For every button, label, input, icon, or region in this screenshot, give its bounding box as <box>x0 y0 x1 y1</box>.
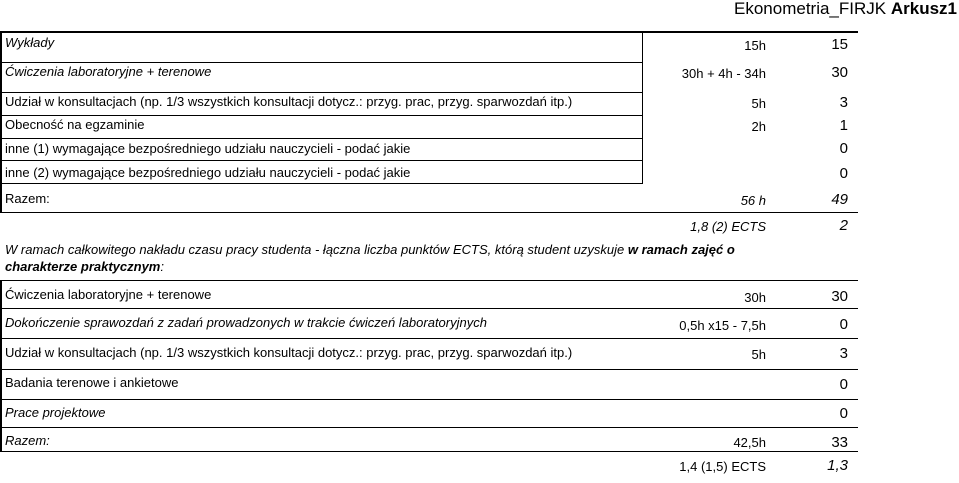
table-2-ects-points: 1,3 <box>827 457 848 474</box>
table-2-row-label: Badania terenowe i ankietowe <box>5 375 179 390</box>
table-1-row-hours: 15h <box>744 38 766 53</box>
file-name: Ekonometria_FIRJK <box>734 0 887 18</box>
ects-note-emphasis: w ramach zajęć o <box>627 242 735 257</box>
ects-note-text: W ramach całkowitego nakładu czasu pracy studenta - łączna liczba punktów ECTS, którą student uzyskuje <box>5 242 628 257</box>
table-1-row-label: inne (1) wymagające bezpośredniego udziału nauczycieli - podać jakie <box>5 141 411 156</box>
table-1-row-label: Udział w konsultacjach (np. 1/3 wszystkich konsultacji dotycz.: przyg. prac, przyg. sparwozdań itp.) <box>5 94 573 109</box>
table-1-total-label: Razem: <box>5 191 50 206</box>
table-1-row-points: 0 <box>839 165 848 182</box>
table-1-row-line <box>0 138 643 139</box>
table-1-row-hours: 5h <box>751 96 766 111</box>
ects-note-colon: : <box>160 259 164 274</box>
ects-note-line-2 <box>5 259 164 275</box>
table-2-total-points: 33 <box>831 434 848 451</box>
table-1-row-label: Obecność na egzaminie <box>5 117 145 132</box>
table-1-bottom-border <box>0 212 858 213</box>
table-2-row-line <box>0 399 858 400</box>
table-1-row-points: 0 <box>839 140 848 157</box>
table-1-row-line <box>0 62 643 63</box>
table-1-ects-points: 2 <box>839 217 848 234</box>
table-2-row-points: 0 <box>839 316 848 333</box>
table-2-row-line <box>0 369 858 370</box>
table-1-total-points: 49 <box>831 191 848 208</box>
table-2-total-label: Razem: <box>5 433 50 448</box>
table-2-row-label: Ćwiczenia laboratoryjne + terenowe <box>5 287 212 302</box>
table-1-row-label: Wykłady <box>5 35 55 50</box>
table-1-row-label: inne (2) wymagające bezpośredniego udziału nauczycieli - podać jakie <box>5 165 411 180</box>
sheet-header <box>734 0 957 19</box>
table-2-row-points: 0 <box>839 376 848 393</box>
ects-note-emphasis-2: charakterze praktycznym <box>5 259 161 274</box>
table-2-row-points: 3 <box>839 345 848 362</box>
table-1-row-line <box>0 183 643 184</box>
table-2-row-label: Prace projektowe <box>5 405 106 420</box>
table-2-row-line <box>0 427 858 428</box>
table-2-row-label: Dokończenie sprawozdań z zadań prowadzonych w trakcie ćwiczeń laboratoryjnych <box>5 315 487 330</box>
table-1-ects-hours: 1,8 (2) ECTS <box>690 219 766 234</box>
table-1-left-border <box>0 31 2 213</box>
table-2-row-line <box>0 451 858 452</box>
table-1-row-line <box>0 92 643 93</box>
table-1-row-points: 3 <box>839 94 848 111</box>
table-2-row-line <box>0 308 858 309</box>
table-2-row-hours: 0,5h x15 - 7,5h <box>679 318 766 333</box>
table-2-total-hours: 42,5h <box>733 435 766 450</box>
table-1-row-points: 1 <box>839 117 848 134</box>
table-1-row-line <box>0 115 643 116</box>
table-1-row-hours: 2h <box>751 119 766 134</box>
table-2-row-line <box>0 338 858 339</box>
table-2-row-points: 30 <box>831 288 848 305</box>
table-1-row-points: 30 <box>831 64 848 81</box>
table-2-row-hours: 5h <box>751 347 766 362</box>
table-1-top-border <box>0 31 858 33</box>
sheet-name: Arkusz1 <box>890 0 957 18</box>
table-2-row-points: 0 <box>839 405 848 422</box>
table-2-row-label: Udział w konsultacjach (np. 1/3 wszystkich konsultacji dotycz.: przyg. prac, przyg. sparwozdań itp.) <box>5 345 573 360</box>
table-2-row-hours: 30h <box>744 290 766 305</box>
table-2-ects-hours: 1,4 (1,5) ECTS <box>679 459 766 474</box>
table-1-total-hours: 56 h <box>740 193 766 208</box>
table-1-row-label: Ćwiczenia laboratoryjne + terenowe <box>5 64 212 79</box>
table-2-row-line <box>0 280 858 281</box>
table-1-row-points: 15 <box>831 36 848 53</box>
table-1-row-hours: 30h + 4h - 34h <box>681 66 766 81</box>
ects-note <box>5 242 735 258</box>
table-1-row-line <box>0 160 643 161</box>
